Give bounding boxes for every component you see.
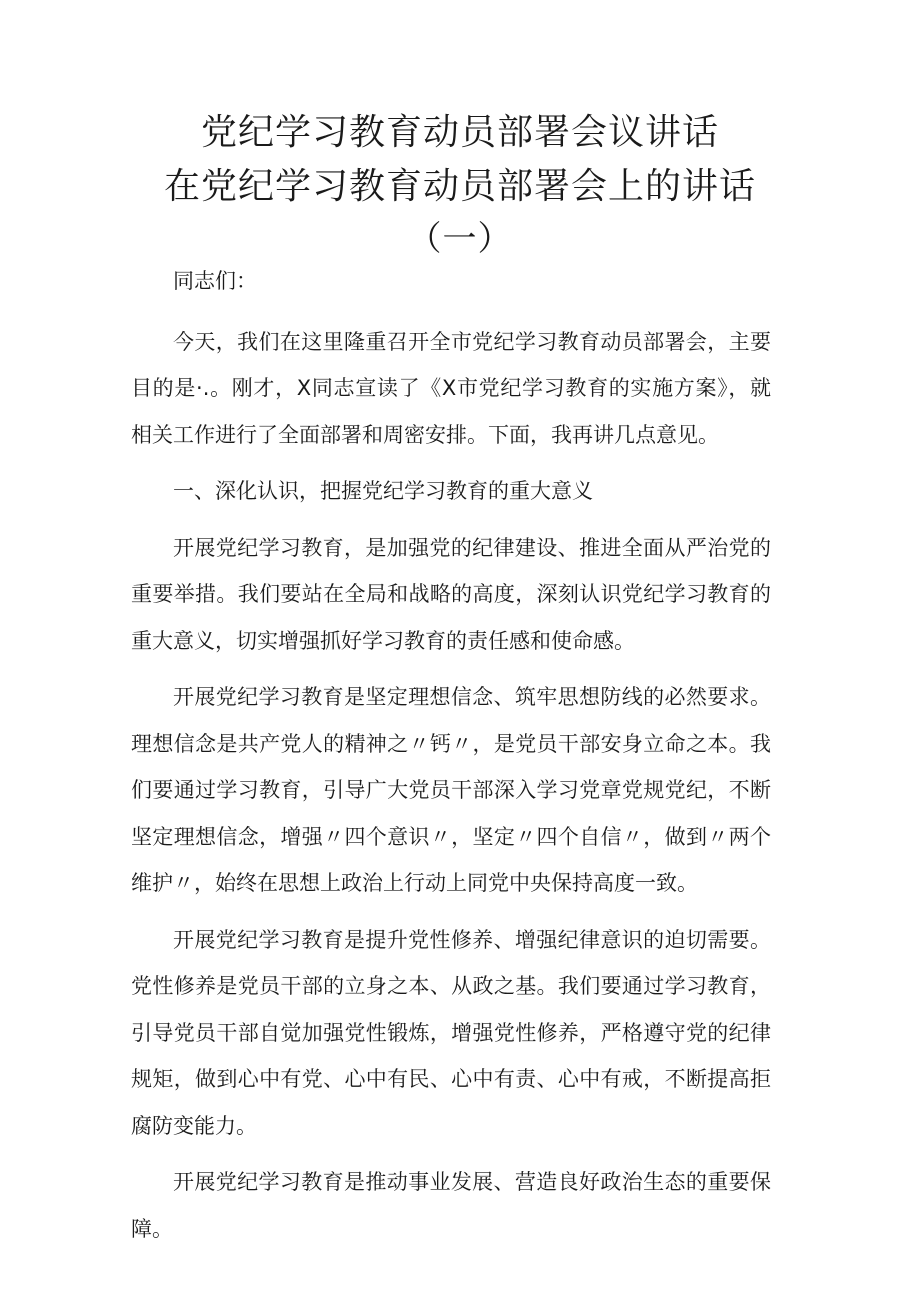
body-paragraph: 开展党纪学习教育是坚定理想信念、筑牢思想防线的必然要求。理想信念是共产党人的精神之〃钙〃，是党员干部安身立命之本。我们要通过学习教育，引导广大党员干部深入学习党章党规党纪，不断坚定理想信念，增强〃四个意识〃，坚定〃四个自信〃，做到〃两个维护〃，始终在思想上政治上行动上同党中央保持高度一致。 bbox=[131, 685, 771, 895]
document-title bbox=[0, 108, 920, 264]
body-paragraph: 开展党纪学习教育，是加强党的纪律建设、推进全面从严治党的重要举措。我们要站在全局和战略的高度，深刻认识党纪学习教育的重大意义，切实增强抓好学习教育的责任感和使命感。 bbox=[131, 535, 771, 653]
body-paragraph: 开展党纪学习教育是推动事业发展、营造良好政治生态的重要保障。 bbox=[131, 1170, 771, 1241]
document-body bbox=[131, 258, 771, 1262]
salutation-paragraph: 同志们： bbox=[173, 269, 257, 293]
opening-paragraph: 今天，我们在这里隆重召开全市党纪学习教育动员部署会，主要目的是·.。刚才，X同志宣读了《X市党纪学习教育的实施方案》，就相关工作进行了全面部署和周密安排。下面，我再讲几点意见。 bbox=[131, 329, 771, 447]
title-line-2: 在党纪学习教育动员部署会上的讲话 bbox=[163, 166, 756, 207]
title-section-number: （一） bbox=[407, 219, 513, 259]
section-heading: 一、深化认识，把握党纪学习教育的重大意义 bbox=[173, 479, 593, 503]
body-paragraph: 开展党纪学习教育是提升党性修养、增强纪律意识的迫切需要。党性修养是党员干部的立身之本、从政之基。我们要通过学习教育，引导党员干部自觉加强党性锻炼，增强党性修养，严格遵守党的纪律规矩，做到心中有党、心中有民、心中有责、心中有戒，不断提高拒腐防变能力。 bbox=[131, 927, 771, 1138]
title-line-1: 党纪学习教育动员部署会议讲话 bbox=[200, 112, 719, 153]
